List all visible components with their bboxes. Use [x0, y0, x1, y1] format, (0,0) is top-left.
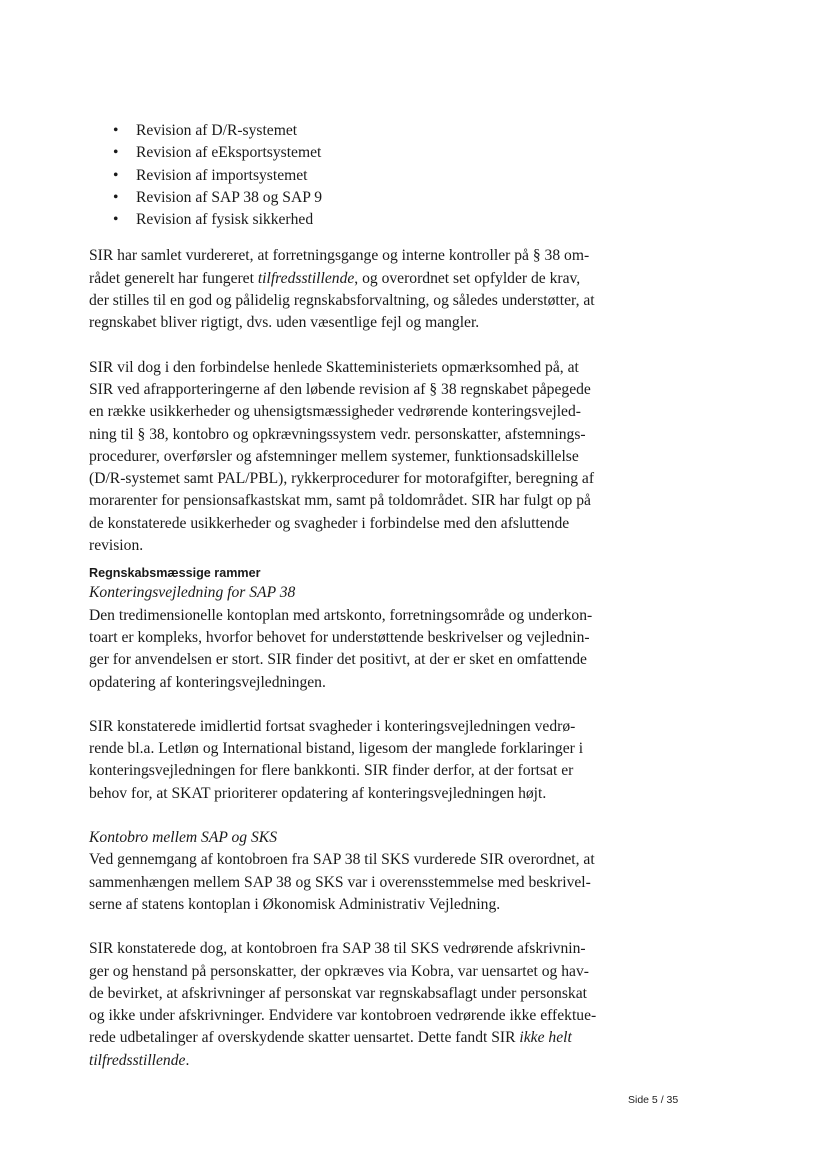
list-item: • Revision af SAP 38 og SAP 9 [89, 187, 624, 209]
page-number: Side 5 / 35 [628, 1094, 679, 1106]
paragraph-afskrivninger: SIR konstaterede dog, at kontobroen fra SAP 38 til SKS vedrørende afskrivnin- ger og henstand på personskatter, der opkræves via Kobra, var uensartet og hav- de bevirket, at afskrivninger af personskat var regnskabsaflagt under personskat og ikke under afskrivninger. Endvidere var kontobroen vedrørende ikke effektue- rede udbetalinger af overskydende skatter uensartet. Dette fandt SIR ikke helt tilfredsstillende. [89, 940, 597, 1069]
document-body [89, 120, 624, 1072]
list-item: • Revision af fysisk sikkerhed [89, 209, 624, 231]
subheading-kontobro: Kontobro mellem SAP og SKS [89, 829, 277, 847]
bullet-icon: • [113, 122, 119, 139]
bullet-icon: • [113, 166, 119, 184]
bullet-icon: • [113, 188, 119, 206]
list-item: • Revision af importsystemet [89, 165, 624, 187]
subheading-konteringsvejledning: Konteringsvejledning for SAP 38 [89, 584, 296, 602]
paragraph-overall-assessment: SIR har samlet vurdereret, at forretningsgange og interne kontroller på § 38 om- rådet generelt har fungeret tilfredsstillende, og overordnet set opfylder de krav, der stilles til en god og pålidelig regnskabsforvaltning, og således understøtter, at regnskabet bliver rigtigt, dvs. uden væsentlige fejl og mangler. [89, 247, 595, 332]
paragraph-attention: SIR vil dog i den forbindelse henlede Skatteministeriets opmærksomhed på, at SIR ved afrapporteringerne af den løbende revision af § 38 regnskabet påpegede en række usikkerheder og uhensigtsmæssigheder vedrørende konteringsvejled- ning til § 38, kontobro og opkrævningssystem vedr. personskatter, afstemnings- procedurer, overførsler og afstemninger mellem systemer, funktionsadskillelse (D/R-systemet samt PAL/PBL), rykkerprocedurer for motorafgifter, beregning af morarenter for pensionsafkastskat mm, samt på toldområdet. SIR har fulgt op på de konstaterede usikkerheder og svagheder i forbindelse med den afsluttende revision. [89, 358, 595, 555]
list-item: • Revision af D/R-systemet [89, 120, 624, 142]
bullet-icon: • [113, 144, 119, 162]
paragraph-svagheder: SIR konstaterede imidlertid fortsat svagheder i konteringsvejledningen vedrø- rende bl.a. Letløn og International bistand, ligesom der manglede forklaringer i konteringsvejledningen for flere bankkonti. SIR finder derfor, at der fortsat er behov for, at SKAT prioriterer opdatering af konteringsvejledningen højt. [89, 717, 584, 802]
revision-list [89, 120, 624, 231]
list-item: • Revision af eEksportsystemet [89, 142, 624, 164]
paragraph-kontoplan: Den tredimensionelle kontoplan med artskonto, forretningsområde og underkon- toart er kompleks, hvorfor behovet for understøttende beskrivelser og vejlednin- ger for anvendelsen er stort. SIR finder det positivt, at der er sket en omfattende opdatering af konteringsvejledningen. [89, 606, 593, 691]
paragraph-kontobro: Ved gennemgang af kontobroen fra SAP 38 til SKS vurderede SIR overordnet, at sammenhængen mellem SAP 38 og SKS var i overensstemmelse med beskrivel- serne af statens kontoplan i Økonomisk Administrativ Vejledning. [89, 851, 595, 913]
section-heading: Regnskabsmæssige rammer [89, 566, 261, 581]
bullet-icon: • [113, 211, 119, 229]
